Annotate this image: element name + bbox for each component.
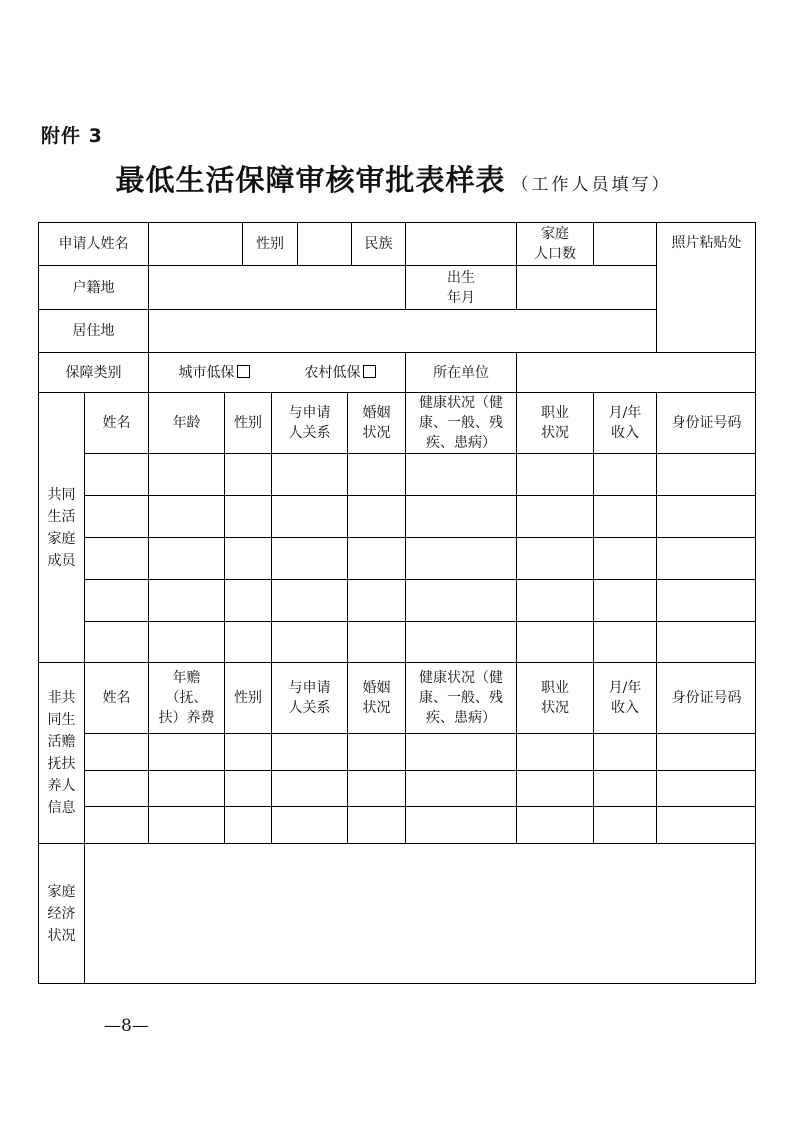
category-options bbox=[149, 353, 406, 393]
member-row-cell[interactable] bbox=[225, 580, 272, 622]
attachment-label: 附件 3 bbox=[41, 125, 103, 147]
nonmember-row-cell[interactable] bbox=[348, 734, 406, 771]
nonmember-row-cell[interactable] bbox=[85, 807, 149, 844]
member-header-cell: 婚姻 状况 bbox=[348, 393, 406, 454]
member-row-cell[interactable] bbox=[657, 454, 756, 496]
page-number: —8— bbox=[104, 1016, 149, 1036]
work-unit-label: 所在单位 bbox=[406, 353, 517, 393]
nonmember-header-cell: 姓名 bbox=[85, 663, 149, 734]
urban-option[interactable] bbox=[179, 363, 250, 383]
gender-field[interactable] bbox=[298, 223, 352, 266]
nonmembers-section-label: 非共 同生 活赡 抚扶 养人 信息 bbox=[39, 663, 85, 844]
economic-field[interactable] bbox=[85, 844, 756, 983]
member-row-cell[interactable] bbox=[149, 622, 225, 663]
photo-area[interactable]: 照片粘贴处 bbox=[657, 223, 756, 353]
member-row-cell[interactable] bbox=[517, 580, 594, 622]
rural-option[interactable] bbox=[305, 363, 376, 383]
applicant-name-field[interactable] bbox=[149, 223, 243, 266]
member-row-cell[interactable] bbox=[85, 454, 149, 496]
member-row-cell[interactable] bbox=[594, 580, 657, 622]
nonmember-row-cell[interactable] bbox=[517, 771, 594, 807]
member-row-cell[interactable] bbox=[225, 496, 272, 538]
residence-label: 居住地 bbox=[39, 310, 149, 353]
birth-field[interactable] bbox=[517, 266, 657, 310]
member-row-cell[interactable] bbox=[348, 454, 406, 496]
member-row-cell[interactable] bbox=[657, 496, 756, 538]
review-approval-form bbox=[38, 222, 756, 984]
member-row-cell[interactable] bbox=[517, 622, 594, 663]
birth-label: 出生 年月 bbox=[406, 266, 517, 310]
nonmember-row-cell[interactable] bbox=[406, 734, 517, 771]
member-header-cell: 职业 状况 bbox=[517, 393, 594, 454]
member-row-cell[interactable] bbox=[348, 580, 406, 622]
urban-checkbox[interactable] bbox=[237, 365, 250, 378]
member-row-cell[interactable] bbox=[406, 496, 517, 538]
member-row-cell[interactable] bbox=[85, 580, 149, 622]
member-row-cell[interactable] bbox=[225, 622, 272, 663]
document-subtitle: （工作人员填写） bbox=[511, 175, 672, 195]
nonmember-row-cell[interactable] bbox=[85, 734, 149, 771]
ethnicity-field[interactable] bbox=[406, 223, 517, 266]
member-row-cell[interactable] bbox=[406, 538, 517, 580]
rural-checkbox[interactable] bbox=[363, 365, 376, 378]
nonmember-header-cell: 年赡 （抚、 扶）养费 bbox=[149, 663, 225, 734]
work-unit-field[interactable] bbox=[517, 353, 756, 393]
member-row-cell[interactable] bbox=[272, 496, 348, 538]
member-header-cell: 与申请 人关系 bbox=[272, 393, 348, 454]
member-row-cell[interactable] bbox=[594, 454, 657, 496]
member-row-cell[interactable] bbox=[272, 622, 348, 663]
member-row-cell[interactable] bbox=[225, 454, 272, 496]
nonmember-row-cell[interactable] bbox=[85, 771, 149, 807]
nonmember-row-cell[interactable] bbox=[225, 734, 272, 771]
nonmember-row-cell[interactable] bbox=[272, 807, 348, 844]
nonmember-row-cell[interactable] bbox=[594, 771, 657, 807]
nonmember-row-cell[interactable] bbox=[272, 771, 348, 807]
document-title: 最低生活保障审核审批表样表 bbox=[115, 163, 506, 197]
member-row-cell[interactable] bbox=[517, 496, 594, 538]
nonmember-row-cell[interactable] bbox=[225, 807, 272, 844]
member-row-cell[interactable] bbox=[657, 580, 756, 622]
nonmember-row-cell[interactable] bbox=[657, 807, 756, 844]
nonmember-row-cell[interactable] bbox=[149, 807, 225, 844]
member-row-cell[interactable] bbox=[85, 622, 149, 663]
gender-label: 性别 bbox=[243, 223, 298, 266]
hukou-label: 户籍地 bbox=[39, 266, 149, 310]
nonmember-row-cell[interactable] bbox=[406, 771, 517, 807]
member-row-cell[interactable] bbox=[406, 622, 517, 663]
nonmember-row-cell[interactable] bbox=[657, 771, 756, 807]
nonmember-row-cell[interactable] bbox=[149, 734, 225, 771]
ethnicity-label: 民族 bbox=[352, 223, 406, 266]
nonmember-row-cell[interactable] bbox=[348, 807, 406, 844]
members-section-label: 共同 生活 家庭 成员 bbox=[39, 393, 85, 663]
household-size-label: 家庭 人口数 bbox=[517, 223, 594, 266]
nonmember-header-cell: 月/年 收入 bbox=[594, 663, 657, 734]
residence-field[interactable] bbox=[149, 310, 657, 353]
nonmember-header-cell: 性别 bbox=[225, 663, 272, 734]
title-block bbox=[0, 158, 787, 199]
nonmember-row-cell[interactable] bbox=[225, 771, 272, 807]
member-header-cell: 性别 bbox=[225, 393, 272, 454]
applicant-name-label: 申请人姓名 bbox=[39, 223, 149, 266]
member-row-cell[interactable] bbox=[272, 580, 348, 622]
hukou-field[interactable] bbox=[149, 266, 406, 310]
member-row-cell[interactable] bbox=[594, 622, 657, 663]
nonmember-row-cell[interactable] bbox=[517, 807, 594, 844]
member-row-cell[interactable] bbox=[406, 454, 517, 496]
member-row-cell[interactable] bbox=[225, 538, 272, 580]
member-row-cell[interactable] bbox=[406, 580, 517, 622]
nonmember-row-cell[interactable] bbox=[594, 807, 657, 844]
member-header-cell: 身份证号码 bbox=[657, 393, 756, 454]
member-row-cell[interactable] bbox=[657, 538, 756, 580]
member-row-cell[interactable] bbox=[517, 538, 594, 580]
nonmember-row-cell[interactable] bbox=[406, 807, 517, 844]
member-row-cell[interactable] bbox=[594, 538, 657, 580]
nonmember-header-cell: 与申请 人关系 bbox=[272, 663, 348, 734]
member-row-cell[interactable] bbox=[657, 622, 756, 663]
member-row-cell[interactable] bbox=[348, 496, 406, 538]
member-header-cell: 姓名 bbox=[85, 393, 149, 454]
member-header-cell: 健康状况（健 康、一般、残 疾、患病） bbox=[406, 393, 517, 454]
member-row-cell[interactable] bbox=[348, 622, 406, 663]
economic-section-label: 家庭 经济 状况 bbox=[39, 844, 85, 983]
member-row-cell[interactable] bbox=[149, 538, 225, 580]
member-row-cell[interactable] bbox=[594, 496, 657, 538]
nonmember-row-cell[interactable] bbox=[517, 734, 594, 771]
member-row-cell[interactable] bbox=[517, 454, 594, 496]
member-row-cell[interactable] bbox=[85, 496, 149, 538]
urban-label: 城市低保 bbox=[178, 364, 235, 381]
member-row-cell[interactable] bbox=[272, 538, 348, 580]
nonmember-header-cell: 身份证号码 bbox=[657, 663, 756, 734]
nonmember-row-cell[interactable] bbox=[272, 734, 348, 771]
category-label: 保障类别 bbox=[39, 353, 149, 393]
nonmember-header-cell: 职业 状况 bbox=[517, 663, 594, 734]
member-row-cell[interactable] bbox=[348, 538, 406, 580]
nonmember-row-cell[interactable] bbox=[149, 771, 225, 807]
member-row-cell[interactable] bbox=[149, 496, 225, 538]
member-row-cell[interactable] bbox=[272, 454, 348, 496]
nonmember-header-cell: 健康状况（健 康、一般、残 疾、患病） bbox=[406, 663, 517, 734]
member-row-cell[interactable] bbox=[85, 538, 149, 580]
member-row-cell[interactable] bbox=[149, 580, 225, 622]
household-size-field[interactable] bbox=[594, 223, 657, 266]
rural-label: 农村低保 bbox=[304, 364, 361, 381]
nonmember-header-cell: 婚姻 状况 bbox=[348, 663, 406, 734]
member-row-cell[interactable] bbox=[149, 454, 225, 496]
member-header-cell: 月/年 收入 bbox=[594, 393, 657, 454]
nonmember-row-cell[interactable] bbox=[657, 734, 756, 771]
nonmember-row-cell[interactable] bbox=[348, 771, 406, 807]
member-header-cell: 年龄 bbox=[149, 393, 225, 454]
nonmember-row-cell[interactable] bbox=[594, 734, 657, 771]
